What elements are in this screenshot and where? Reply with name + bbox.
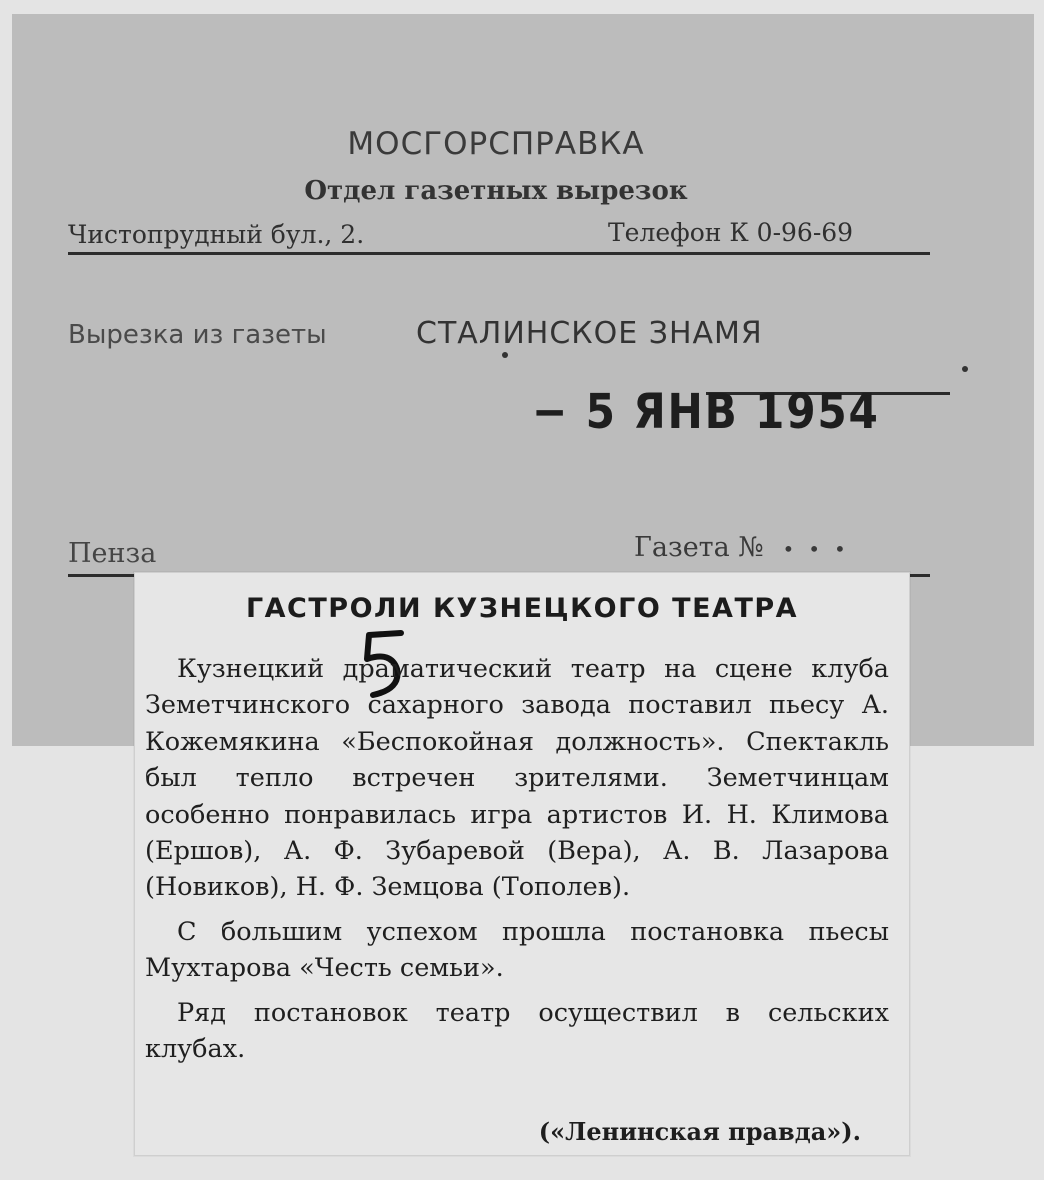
- article-paragraph: Ряд постановок театр осуществил в сельских клубах.: [145, 997, 889, 1065]
- issue-dots: •••: [782, 537, 860, 561]
- newspaper-name: СТАЛИНСКОЕ ЗНАМЯ: [416, 316, 763, 351]
- header-divider: [68, 252, 930, 255]
- speck: [962, 366, 968, 372]
- speck: [502, 352, 508, 358]
- department-name: Отдел газетных вырезок: [304, 176, 688, 206]
- agency-address: Чистопрудный бул., 2.: [68, 220, 365, 249]
- newspaper-clipping: [134, 572, 910, 1156]
- agency-phone: Телефон К 0-96-69: [608, 218, 854, 247]
- article-source: («Ленинская правда»).: [538, 1117, 861, 1146]
- city-name: Пенза: [68, 538, 157, 569]
- article-title: ГАСТРОЛИ КУЗНЕЦКОГО ТЕАТРА: [245, 593, 799, 624]
- clipping-label: Вырезка из газеты: [68, 320, 327, 350]
- article-body: [145, 651, 889, 1075]
- issue-number-label: [634, 532, 860, 563]
- issue-label-text: Газета №: [634, 532, 764, 563]
- agency-title: МОСГОРСПРАВКА: [347, 126, 645, 162]
- date-stamp: − 5 ЯНВ 1954: [532, 384, 880, 440]
- article-paragraph: С большим успехом прошла постановка пьесы Мухтарова «Честь семьи».: [145, 916, 889, 984]
- article-paragraph: Кузнецкий драматический театр на сцене клуба Земетчинского сахарного завода поставил пьесу А. Кожемякина «Беспокойная должность». Спектакль был тепло встречен зрителями. Земетчинцам особенно понравилась игра артистов И. Н. Климова (Ершов), А. Ф. Зубаревой (Вера), А. В. Лазарова (Новиков), Н. Ф. Земцова (Тополев).: [145, 654, 889, 903]
